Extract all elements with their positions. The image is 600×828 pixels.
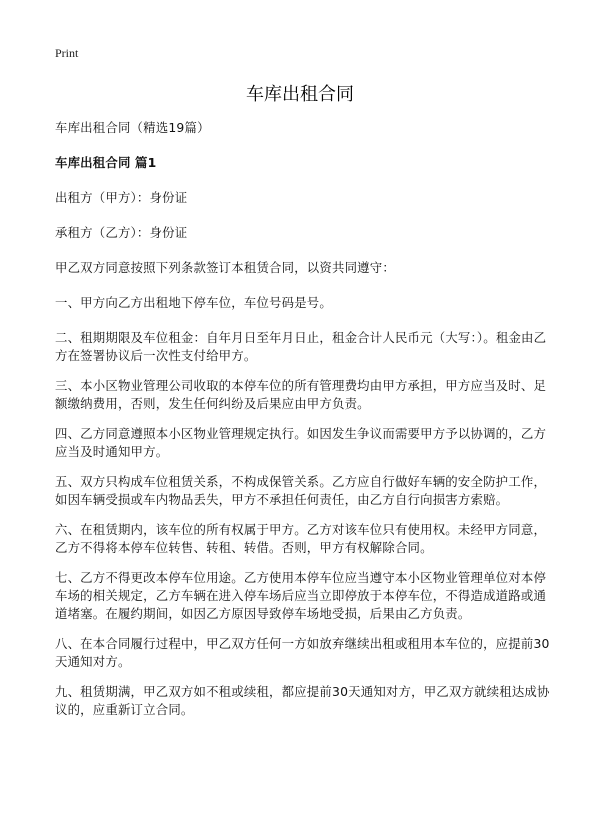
- clause-7: 七、乙方不得更改本停车位用途。乙方使用本停车位应当遵守本小区物业管理单位对本停车场的相关规定，乙方车辆在进入停车场后应当立即停放于本停车位，不得造成道路或通道堵塞。在履约期间，如因乙方原因导致停车场地受损，后果由乙方负责。: [55, 570, 547, 621]
- section-heading: 车库出租合同 篇1: [55, 155, 157, 170]
- clause-9: 九、租赁期满，甲乙双方如不租或续租，都应提前30天通知对方，甲乙双方就续租达成协议的，应重新订立合同。: [55, 684, 550, 717]
- clause-1: 一、甲方向乙方出租地下停车位，车位号码是号。: [55, 295, 332, 310]
- document-body: [55, 119, 555, 719]
- paragraph-lessee: 承租方（乙方）：身份证: [55, 225, 188, 240]
- clause-5: 五、双方只构成车位租赁关系，不构成保管关系。乙方应自行做好车辆的安全防护工作，如因车辆受损或车内物品丢失，甲方不承担任何责任，由乙方自行向损害方索赔。: [55, 474, 547, 507]
- clause-2: 二、租期期限及车位租金：自年月日至年月日止，租金合计人民币元（大写：）。租金由乙方在签署协议后一次性支付给甲方。: [55, 330, 547, 363]
- paragraph-lessor: 出租方（甲方）：身份证: [55, 190, 188, 205]
- clause-3: 三、本小区物业管理公司收取的本停车位的所有管理费均由甲方承担，甲方应当及时、足额缴纳费用，否则，发生任何纠纷及后果应由甲方负责。: [55, 378, 547, 411]
- paragraph-agreement-intro: 甲乙双方同意按照下列条款签订本租赁合同，以资共同遵守：: [55, 260, 395, 275]
- clause-8: 八、在本合同履行过程中，甲乙双方任何一方如放弃继续出租或租用本车位的，应提前30天通知对方。: [55, 636, 550, 669]
- clause-6: 六、在租赁期内，该车位的所有权属于甲方。乙方对该车位只有使用权。未经甲方同意，乙方不得将本停车位转售、转租、转借。否则，甲方有权解除合同。: [55, 522, 547, 555]
- document-subtitle: 车库出租合同（精选19篇）: [55, 120, 210, 135]
- print-link[interactable]: Print: [55, 46, 79, 60]
- clause-4: 四、乙方同意遵照本小区物业管理规定执行。如因发生争议而需要甲方予以协调的，乙方应当及时通知甲方。: [55, 426, 547, 459]
- document-title: 车库出租合同: [246, 84, 354, 105]
